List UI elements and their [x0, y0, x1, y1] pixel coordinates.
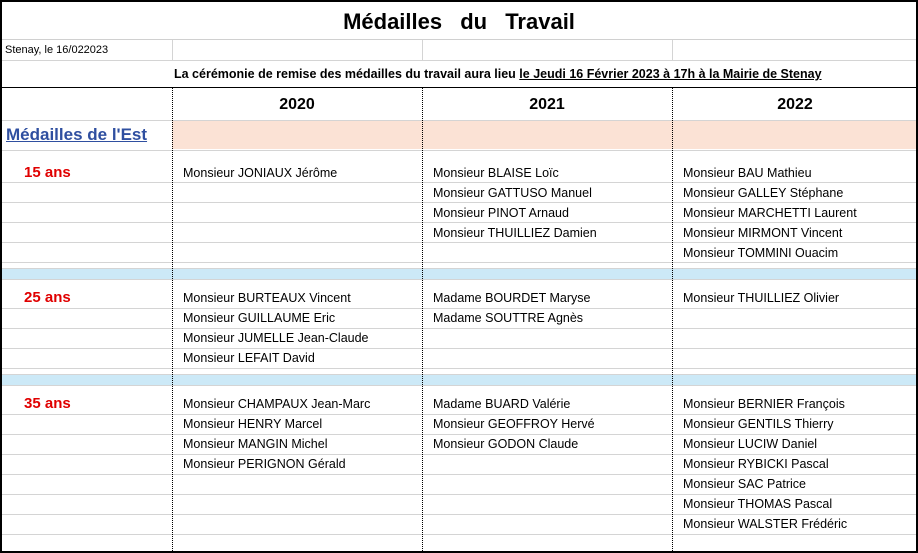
sheet-title: Médailles du Travail — [2, 2, 916, 40]
recipient-name: Monsieur LUCIW Daniel — [683, 437, 818, 451]
recipient-name: Monsieur GUILLAUME Eric — [183, 311, 336, 325]
grid-row-line — [2, 120, 918, 121]
grid-row-line — [2, 60, 918, 61]
announcement-prefix: La cérémonie de remise des médailles du travail aura lieu — [174, 67, 520, 81]
grid-row-line — [2, 534, 918, 535]
year-header-2022: 2022 — [777, 96, 813, 113]
recipient-name: Monsieur BERNIER François — [683, 397, 845, 411]
grid-row-line — [2, 414, 918, 415]
recipient-name: Monsieur GALLEY Stéphane — [683, 186, 844, 200]
year-header-2021: 2021 — [529, 96, 565, 113]
recipient-name: Monsieur THUILLIEZ Damien — [433, 226, 597, 240]
place-date: Stenay, le 16/022023 — [5, 44, 109, 56]
grid-row-line — [2, 454, 918, 455]
grid-row-line — [2, 385, 918, 386]
separator-band — [2, 374, 918, 385]
group-label-0: 15 ans — [24, 164, 71, 181]
recipient-name: Madame BUARD Valérie — [433, 397, 571, 411]
recipient-name: Monsieur PINOT Arnaud — [433, 206, 569, 220]
grid-row-line — [2, 328, 918, 329]
group-label-2: 35 ans — [24, 395, 71, 412]
recipient-name: Monsieur BAU Mathieu — [683, 166, 812, 180]
recipient-name: Monsieur THUILLIEZ Olivier — [683, 291, 840, 305]
grid-row-line — [2, 474, 918, 475]
recipient-name: Monsieur PERIGNON Gérald — [183, 457, 346, 471]
grid-row-line — [2, 222, 918, 223]
grid-row-line — [2, 374, 918, 375]
recipient-name: Monsieur HENRY Marcel — [183, 417, 323, 431]
announcement-emphasis: le Jeudi 16 Février 2023 à 17h à la Mairie de Stenay — [519, 67, 822, 81]
recipient-name: Monsieur TOMMINI Ouacim — [683, 246, 839, 260]
section-band — [172, 121, 918, 149]
recipient-name: Madame SOUTTRE Agnès — [433, 311, 584, 325]
announcement — [174, 67, 822, 81]
grid-row-line — [2, 202, 918, 203]
recipient-name: Monsieur JONIAUX Jérôme — [183, 166, 338, 180]
section-label: Médailles de l'Est — [6, 125, 148, 144]
recipient-name: Monsieur MANGIN Michel — [183, 437, 328, 451]
recipient-name: Monsieur CHAMPAUX Jean-Marc — [183, 397, 371, 411]
grid-column-line — [672, 88, 673, 553]
grid-row-line — [2, 514, 918, 515]
grid-row-line — [2, 262, 918, 263]
grid-row-line — [2, 182, 918, 183]
recipient-name: Monsieur WALSTER Frédéric — [683, 517, 848, 531]
recipient-name: Madame BOURDET Maryse — [433, 291, 591, 305]
grid-row-line — [2, 368, 918, 369]
grid-row-line — [2, 150, 918, 151]
grid-row-line — [2, 87, 918, 88]
grid-column-line — [672, 40, 673, 60]
recipient-name: Monsieur BLAISE Loïc — [433, 166, 559, 180]
recipient-name: Monsieur RYBICKI Pascal — [683, 457, 829, 471]
separator-band — [2, 268, 918, 279]
grid-row-line — [2, 434, 918, 435]
grid-row-line — [2, 494, 918, 495]
recipient-name: Monsieur MARCHETTI Laurent — [683, 206, 857, 220]
grid-row-line — [2, 308, 918, 309]
recipient-name: Monsieur BURTEAUX Vincent — [183, 291, 351, 305]
recipient-name: Monsieur GENTILS Thierry — [683, 417, 834, 431]
recipient-name: Monsieur JUMELLE Jean-Claude — [183, 331, 369, 345]
grid-column-line — [422, 88, 423, 553]
group-label-1: 25 ans — [24, 289, 71, 306]
grid-row-line — [2, 279, 918, 280]
grid-row-line — [2, 268, 918, 269]
grid-column-line — [172, 88, 173, 553]
recipient-name: Monsieur GATTUSO Manuel — [433, 186, 592, 200]
recipient-name: Monsieur SAC Patrice — [683, 477, 806, 491]
grid-column-line — [172, 40, 173, 60]
recipient-name: Monsieur LEFAIT David — [183, 351, 315, 365]
grid-column-line — [422, 40, 423, 60]
year-header-2020: 2020 — [279, 96, 315, 113]
recipient-name: Monsieur GODON Claude — [433, 437, 579, 451]
recipient-name: Monsieur MIRMONT Vincent — [683, 226, 843, 240]
grid-row-line — [2, 242, 918, 243]
recipient-name: Monsieur THOMAS Pascal — [683, 497, 833, 511]
grid-row-line — [2, 348, 918, 349]
recipient-name: Monsieur GEOFFROY Hervé — [433, 417, 595, 431]
